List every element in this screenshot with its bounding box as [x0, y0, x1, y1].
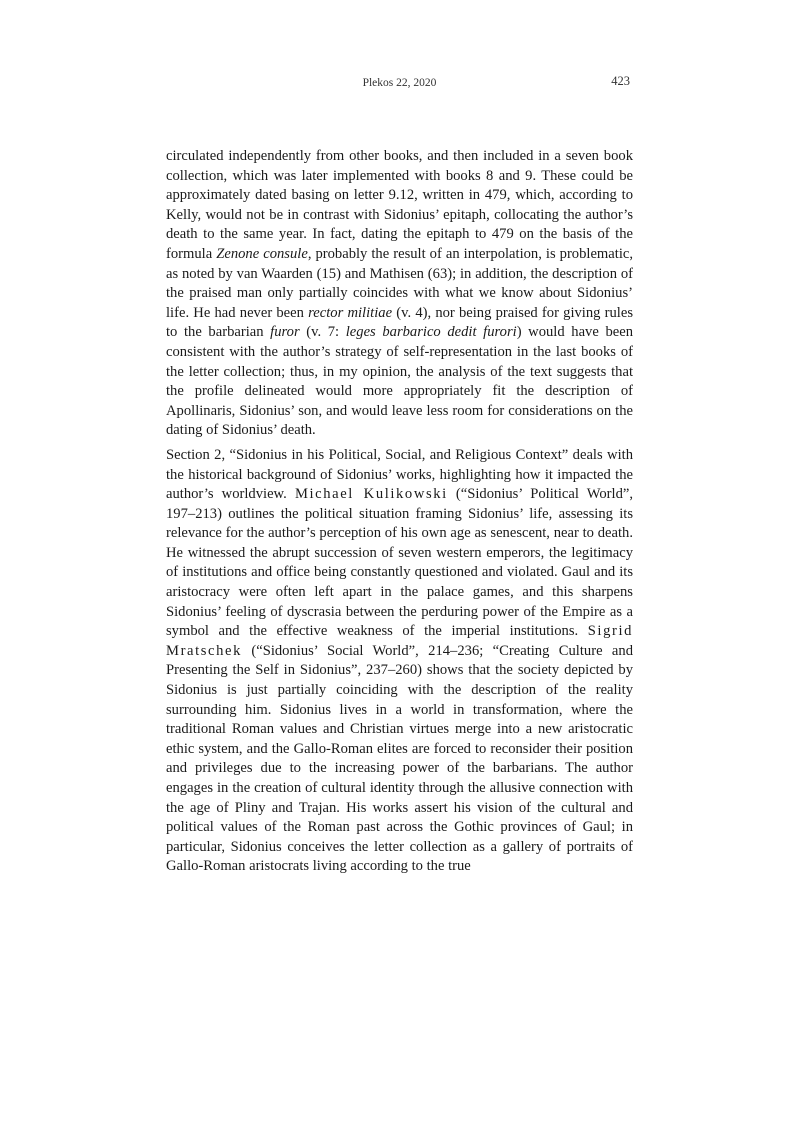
- text-run: (v. 7:: [299, 324, 346, 341]
- text-run: circulated independently from other books, and then included in a seven book collection, which was later implemented with books 8 and 9. These could be approximately dated basing on letter 9.12, written in 479, which, according to Kelly, would not be in contrast with Sidonius’ epitaph, collocating the author’s death to the same year. In fact, dating the epitaph to 479 on the basis of the formula: [166, 148, 633, 262]
- latin-phrase: Zenone consule: [216, 245, 308, 262]
- text-run: (v. 4), nor being praised for giving rules to the barbarian: [166, 304, 634, 341]
- text-run: (“Sidonius’ Political World”, 197–213) outlines the political situation framing Sidonius’ life, assessing its relevance for the author’s perception of his own age as senescent, near to death. He witnessed the abrupt succession of seven western emperors, the legitimacy of institutions and office being constantly questioned and violated. Gaul and its aristocracy were often left apart in the palace games, and this sharpens Sidonius’ feeling of dyscrasia between the perduring power of the Empire as a symbol and the effective weakness of the imperial institutions.: [166, 486, 633, 640]
- text-run: (“Sidonius’ Social World”, 214–236; “Creating Culture and Presenting the Self in Sidonius”, 237–260) shows that the society depicted by Sidonius is just partially coinciding with the description of the reality surrounding him. Sidonius lives in a world in transformation, where the traditional Roman values and Christian virtues merge into a new aristocratic ethic system, and the Gallo-Roman elites are forced to reconsider their position and privileges due to the increasing power of the barbarians. The author engages in the creation of cultural identity through the allusive connection with the age of Pliny and Trajan. His works assert his vision of the cultural and political values of the Roman past across the Gothic provinces of Gaul; in particular, Sidonius conceives the letter collection as a gallery of portraits of Gallo-Roman aristocrats living according to the true: [166, 642, 633, 875]
- author-name: Sigrid Mratschek: [166, 623, 633, 659]
- latin-phrase: leges barbarico dedit furori: [345, 324, 517, 341]
- text-run: Section 2, “Sidonius in his Political, Social, and Religious Context” deals with the historical background of Sidonius’ works, highlighting how it impacted the author’s worldview.: [166, 446, 633, 503]
- text-run: , probably the result of an interpolation, is problematic, as noted by van Waarden (15) and Mathisen (63); in addition, the description of the praised man only partially coincides with what we know about Sidonius’ life. He had never been: [166, 245, 633, 321]
- latin-phrase: rector militiae: [308, 304, 393, 321]
- author-name: Michael Kulikowski: [294, 486, 448, 503]
- page-number: 423: [611, 74, 630, 88]
- paragraph-2: [166, 446, 633, 877]
- text-run: ) would have been consistent with the author’s strategy of self-representation in the last books of the letter collection; thus, in my opinion, the analysis of the text suggests that the profile delineated would more appropriately fit the description of Apollinaris, Sidonius’ son, and would leave less room for considerations on the dating of Sidonius’ death.: [166, 324, 634, 439]
- journal-citation: Plekos 22, 2020: [362, 77, 437, 89]
- body-text: [166, 147, 633, 877]
- paragraph-1: [166, 147, 633, 441]
- running-header: [0, 74, 799, 94]
- latin-phrase: furor: [270, 324, 300, 341]
